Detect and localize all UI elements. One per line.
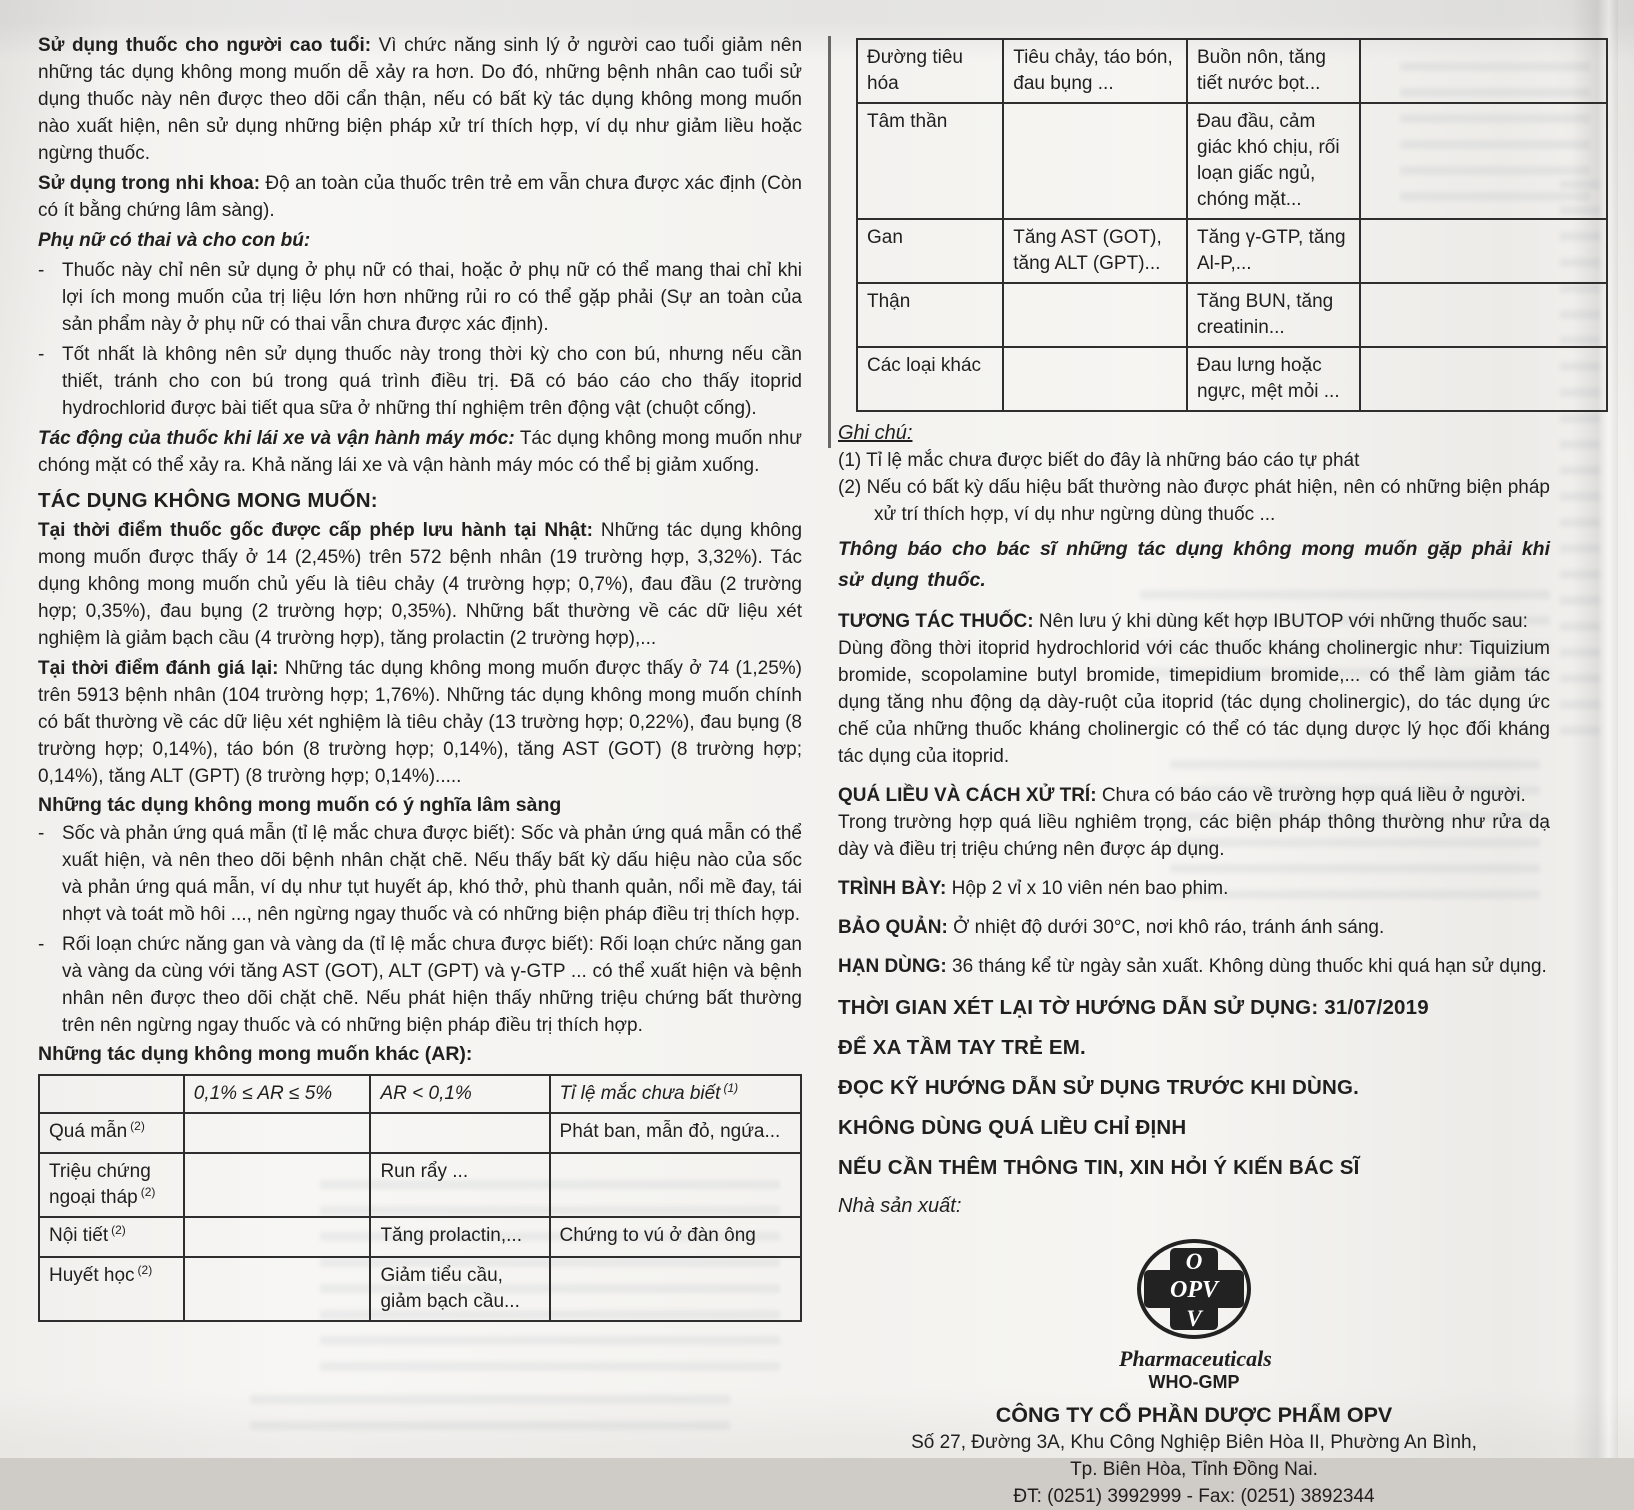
bullet-dash: - bbox=[38, 823, 45, 844]
interactions-intro: Nên lưu ý khi dùng kết hợp IBUTOP với những thuốc sau: bbox=[1038, 611, 1528, 632]
row-label-sup: (2) bbox=[137, 1262, 153, 1277]
clinical-bullet-1-text: Sốc và phản ứng quá mẫn (tỉ lệ mắc chưa được biết): Sốc và phản ứng quá mẫn có thể xuất hiện, và nên theo dõi bệnh nhân chặt chẽ. Nếu thấy bất kỳ dấu hiệu nào của sốc và phản ứng quá mẫn, ví dụ như tụt huyết áp, khó thở, phù thanh quản, nổi mề đay, tái nhợt và toát mồ hôi ..., nên ngừng ngay thuốc và có những biện pháp điều trị thích hợp. bbox=[62, 823, 802, 925]
right-column bbox=[838, 38, 1612, 1510]
row-label-cell bbox=[39, 1153, 184, 1217]
section-reevaluation bbox=[38, 655, 802, 790]
cell-ar-mid bbox=[184, 1153, 371, 1217]
section-pediatric-body: Độ an toàn của thuốc trên trẻ em vẫn chưa được xác định (Còn có ít bằng chứng lâm sàng). bbox=[38, 173, 802, 221]
header-cell-ar-mid: 0,1% ≤ AR ≤ 5% bbox=[184, 1075, 371, 1113]
logo-caption-pharmaceuticals: Pharmaceuticals bbox=[1119, 1346, 1272, 1371]
section-japan-approval bbox=[38, 517, 802, 652]
company-phone-fax: ĐT: (0251) 3992999 - Fax: (0251) 3892344 bbox=[1013, 1486, 1375, 1507]
cell-unknown: Chứng to vú ở đàn ông bbox=[550, 1217, 801, 1257]
cell-reactions: Tiêu chảy, táo bón, đau bụng ... bbox=[1003, 39, 1187, 103]
cell-organ: Gan bbox=[857, 219, 1003, 283]
read-instructions-line: ĐỌC KỸ HƯỚNG DẪN SỬ DỤNG TRƯỚC KHI DÙNG. bbox=[838, 1076, 1360, 1099]
presentation-body: Hộp 2 vỉ x 10 viên nén bao phim. bbox=[951, 878, 1229, 899]
opv-logo-icon bbox=[1135, 1238, 1253, 1342]
header-cell-empty bbox=[39, 1075, 184, 1113]
row-label: Huyết học bbox=[49, 1265, 135, 1286]
table-row bbox=[39, 1153, 801, 1217]
overdose-lead: QUÁ LIỀU VÀ CÁCH XỬ TRÍ: bbox=[838, 785, 1097, 806]
storage-body: Ở nhiệt độ dưới 30°C, nơi khô ráo, tránh ánh sáng. bbox=[953, 917, 1385, 938]
note-1: (1) Tỉ lệ mắc chưa được biết do đây là những báo cáo tự phát bbox=[838, 450, 1360, 471]
section-elderly-body: Vì chức năng sinh lý ở người cao tuổi giảm nên những tác dụng không mong muốn dễ xảy ra hơn. Do đó, những bệnh nhân cao tuổi sử dụng thuốc này nên được theo dõi cẩn thận, nếu có bất kỳ tác dụng không mong muốn nào xuất hiện, nên sử dụng những biện pháp xử trí thích hợp, ví dụ như giảm liều hoặc ngừng thuốc. bbox=[38, 35, 803, 164]
cell-empty bbox=[1360, 347, 1608, 411]
cell-reactions: Buồn nôn, tăng tiết nước bọt... bbox=[1187, 39, 1360, 103]
manufacturer-label: Nhà sản xuất: bbox=[838, 1195, 962, 1217]
row-label-sup: (2) bbox=[130, 1118, 145, 1133]
section-driving bbox=[38, 425, 802, 479]
cell-reactions bbox=[1003, 283, 1187, 347]
cell-unknown: Phát ban, mẫn đỏ, ngứa... bbox=[550, 1113, 801, 1153]
other-ar-heading: Những tác dụng không mong muốn khác (AR): bbox=[38, 1043, 473, 1065]
row-label: Nội tiết bbox=[49, 1225, 109, 1246]
table-row bbox=[39, 1113, 801, 1153]
row-label-cell bbox=[39, 1257, 184, 1321]
overdose-body: Trong trường hợp quá liều nghiêm trọng, các biện pháp thông thường như rửa dạ dày và điều trị triệu chứng nên được áp dụng. bbox=[838, 812, 1550, 860]
section-pediatric-lead: Sử dụng trong nhi khoa: bbox=[38, 173, 261, 194]
cell-ar-low bbox=[370, 1113, 549, 1153]
cell-unknown bbox=[550, 1257, 801, 1321]
logo-caption-who-gmp: WHO-GMP bbox=[1148, 1372, 1240, 1392]
section-expiry bbox=[838, 953, 1550, 980]
cell-empty bbox=[1360, 103, 1608, 219]
cell-reactions: Tăng AST (GOT), tăng ALT (GPT)... bbox=[1003, 219, 1187, 283]
header-unknown-sup: (1) bbox=[723, 1080, 739, 1095]
table-row bbox=[857, 347, 1607, 411]
manufacturer-block bbox=[838, 1238, 1550, 1510]
company-name: CÔNG TY CỔ PHẦN DƯỢC PHẨM OPV bbox=[995, 1403, 1393, 1427]
table-row bbox=[39, 1257, 801, 1321]
header-cell-ar-low: AR < 0,1% bbox=[370, 1075, 549, 1113]
left-column bbox=[38, 32, 802, 1322]
section-japan-lead: Tại thời điểm thuốc gốc được cấp phép lưu hành tại Nhật: bbox=[38, 520, 593, 541]
clinical-bullet-2-text: Rối loạn chức năng gan và vàng da (tỉ lệ mắc chưa được biết): Rối loạn chức năng gan và vàng da cùng với tăng AST (GOT), ALT (GPT) và γ-GTP ... có thể xuất hiện và bệnh nhân nên được theo dõi chặt chẽ. Nếu phát hiện thấy những triệu chứng bất thường trên nên ngừng ngay thuốc và có những biện pháp điều trị thích hợp. bbox=[62, 934, 802, 1036]
organ-adverse-reactions-table bbox=[856, 38, 1608, 412]
clinical-bullet-2 bbox=[38, 931, 802, 1039]
table-row bbox=[857, 39, 1607, 103]
header-unknown-text: Tỉ lệ mắc chưa biết bbox=[559, 1083, 721, 1104]
pregnancy-bullet-2 bbox=[38, 341, 802, 422]
cell-organ: Thận bbox=[857, 283, 1003, 347]
interactions-body: Dùng đồng thời itoprid hydrochlorid với các thuốc kháng cholinergic như: Tiquizium bromide, scopolamine butyl bromide, timepidium bromide,... có thể làm giảm tác dụng tăng nhu động dạ dày-ruột của itoprid (tác dụng cholinergic), do tác dụng ức chế của những thuốc kháng cholinergic có thể có tác dụng dược lý học đối kháng tác dụng của itoprid. bbox=[838, 638, 1550, 767]
section-reeval-lead: Tại thời điểm đánh giá lại: bbox=[38, 658, 279, 679]
logo-letter-v: V bbox=[1186, 1306, 1202, 1331]
clinical-bullet-1 bbox=[38, 820, 802, 928]
cell-ar-mid bbox=[184, 1113, 371, 1153]
bleedthrough-artifact bbox=[250, 1395, 730, 1445]
clinical-significance-heading: Những tác dụng không mong muốn có ý nghĩa lâm sàng bbox=[38, 794, 562, 816]
row-label-cell bbox=[39, 1113, 184, 1153]
section-elderly bbox=[38, 32, 802, 167]
cell-reactions: Tăng BUN, tăng creatinin... bbox=[1187, 283, 1360, 347]
table-row bbox=[39, 1217, 801, 1257]
doctor-notice: Thông báo cho bác sĩ những tác dụng không mong muốn gặp phải khi sử dụng thuốc. bbox=[838, 538, 1550, 591]
overdose-intro: Chưa có báo cáo về trường hợp quá liều ở người. bbox=[1101, 785, 1526, 806]
note-2: (2) Nếu có bất kỳ dấu hiệu bất thường nào được phát hiện, nên có những biện pháp xử trí thích hợp, ví dụ như ngừng dùng thuốc ... bbox=[838, 477, 1550, 525]
cell-reactions bbox=[1003, 347, 1187, 411]
section-japan-body: Những tác dụng không mong muốn được thấy ở 14 (2,45%) trên 572 bệnh nhân (19 trường hợp, 3,32%). Tác dụng không mong muốn chủ yếu là tiêu chảy (4 trường hợp; 0,7%), đau đầu (2 trường hợp; 0,35%), đau bụng (2 trường hợp; 0,35%). Những bất thường về các dữ liệu xét nghiệm là giảm bạch cầu (4 trường hợp), tăng prolactin (2 trường hợp),... bbox=[38, 520, 803, 649]
row-label-sup: (2) bbox=[111, 1222, 126, 1237]
company-address-line-1: Số 27, Đường 3A, Khu Công Nghiệp Biên Hòa II, Phường An Bình, bbox=[911, 1432, 1477, 1453]
section-storage bbox=[838, 914, 1550, 941]
storage-lead: BẢO QUẢN: bbox=[838, 917, 948, 938]
presentation-lead: TRÌNH BÀY: bbox=[838, 878, 947, 899]
section-pediatric bbox=[38, 170, 802, 224]
pregnancy-bullet-1 bbox=[38, 257, 802, 338]
section-driving-body: Tác dụng không mong muốn như chóng mặt có thể xảy ra. Khả năng lái xe và vận hành máy móc có thể bị giảm xuống. bbox=[38, 428, 802, 476]
cell-organ: Các loại khác bbox=[857, 347, 1003, 411]
header-cell-unknown bbox=[550, 1075, 801, 1113]
ask-doctor-line: NẾU CẦN THÊM THÔNG TIN, XIN HỎI Ý KIẾN BÁC SĨ bbox=[838, 1156, 1360, 1179]
section-interactions bbox=[838, 608, 1550, 770]
other-adverse-reactions-table bbox=[38, 1074, 802, 1322]
table-row bbox=[857, 103, 1607, 219]
expiry-lead: HẠN DÙNG: bbox=[838, 956, 947, 977]
row-label: Triệu chứng ngoại tháp bbox=[49, 1161, 151, 1208]
table-row bbox=[857, 283, 1607, 347]
cell-empty bbox=[1360, 39, 1608, 103]
column-divider-line bbox=[828, 36, 831, 448]
row-label-cell bbox=[39, 1217, 184, 1257]
expiry-body: 36 tháng kể từ ngày sản xuất. Không dùng thuốc khi quá hạn sử dụng. bbox=[952, 956, 1547, 977]
keep-away-children-line: ĐỂ XA TẦM TAY TRẺ EM. bbox=[838, 1036, 1086, 1059]
cell-ar-mid bbox=[184, 1257, 371, 1321]
row-label-sup: (2) bbox=[140, 1184, 156, 1199]
section-overdose bbox=[838, 782, 1550, 863]
logo-letters-opv: OPV bbox=[1170, 1277, 1218, 1303]
opv-logo bbox=[1119, 1238, 1272, 1393]
section-presentation bbox=[838, 875, 1550, 902]
cell-organ: Đường tiêu hóa bbox=[857, 39, 1003, 103]
logo-letter-o: O bbox=[1185, 1249, 1203, 1274]
notes-heading: Ghi chú: bbox=[838, 422, 913, 444]
bullet-dash: - bbox=[38, 934, 45, 955]
section-reeval-body: Những tác dụng không mong muốn được thấy ở 74 (1,25%) trên 5913 bệnh nhân (104 trường hợp; 1,76%). Những tác dụng không mong muốn chính có bất thường về các dữ liệu xét nghiệm là tiêu chảy (13 trường hợp; 0,22%), đau bụng (8 trường hợp; 0,14%), táo bón (8 trường hợp; 0,14%), tăng AST (GOT) (8 trường hợp; 0,14%), tăng ALT (GPT) (8 trường hợp; 0,14%)..... bbox=[38, 658, 802, 787]
section-elderly-lead: Sử dụng thuốc cho người cao tuổi: bbox=[38, 35, 372, 56]
bullet-dash: - bbox=[38, 344, 45, 365]
section-driving-lead: Tác động của thuốc khi lái xe và vận hành máy móc: bbox=[38, 428, 515, 449]
row-label: Quá mẫn bbox=[49, 1121, 128, 1142]
cell-ar-low: Tăng prolactin,... bbox=[370, 1217, 549, 1257]
interactions-lead: TƯƠNG TÁC THUỐC: bbox=[838, 611, 1034, 632]
cell-ar-low: Giảm tiểu cầu, giảm bạch cầu... bbox=[370, 1257, 549, 1321]
bullet-dash: - bbox=[38, 260, 45, 281]
table-header-row bbox=[39, 1075, 801, 1113]
no-overdose-line: KHÔNG DÙNG QUÁ LIỀU CHỈ ĐỊNH bbox=[838, 1116, 1187, 1139]
cell-reactions bbox=[1003, 103, 1187, 219]
pregnancy-bullet-2-text: Tốt nhất là không nên sử dụng thuốc này trong thời kỳ cho con bú, nhưng nếu cần thiết, tránh cho con bú trong quá trình điều trị. Đã có báo cáo cho thấy itoprid hydrochlorid được bài tiết qua sữa ở những thí nghiệm trên động vật (chuột cống). bbox=[62, 344, 802, 419]
company-address-line-2: Tp. Biên Hòa, Tỉnh Đồng Nai. bbox=[1070, 1459, 1318, 1480]
revision-date-line: THỜI GIAN XÉT LẠI TỜ HƯỚNG DẪN SỬ DỤNG: 31/07/2019 bbox=[838, 996, 1429, 1019]
cell-ar-low: Run rẩy ... bbox=[370, 1153, 549, 1217]
cell-reactions: Đau đầu, cảm giác khó chịu, rối loạn giấc ngủ, chóng mặt... bbox=[1187, 103, 1360, 219]
cell-ar-mid bbox=[184, 1217, 371, 1257]
table-row bbox=[857, 219, 1607, 283]
cell-reactions: Tăng γ-GTP, tăng Al-P,... bbox=[1187, 219, 1360, 283]
cell-organ: Tâm thần bbox=[857, 103, 1003, 219]
adverse-effects-heading: TÁC DỤNG KHÔNG MONG MUỐN: bbox=[38, 489, 378, 512]
cell-reactions: Đau lưng hoặc ngực, mệt mỏi ... bbox=[1187, 347, 1360, 411]
cell-unknown bbox=[550, 1153, 801, 1217]
pregnancy-bullet-1-text: Thuốc này chỉ nên sử dụng ở phụ nữ có thai, hoặc ở phụ nữ có thể mang thai chỉ khi lợi ích mong muốn của trị liệu lớn hơn những rủi ro có thể gặp phải (Sự an toàn của sản phẩm này ở phụ nữ có thai vẫn chưa được xác định). bbox=[62, 260, 802, 335]
cell-empty bbox=[1360, 283, 1608, 347]
pregnancy-heading: Phụ nữ có thai và cho con bú: bbox=[38, 230, 311, 251]
cell-empty bbox=[1360, 219, 1608, 283]
